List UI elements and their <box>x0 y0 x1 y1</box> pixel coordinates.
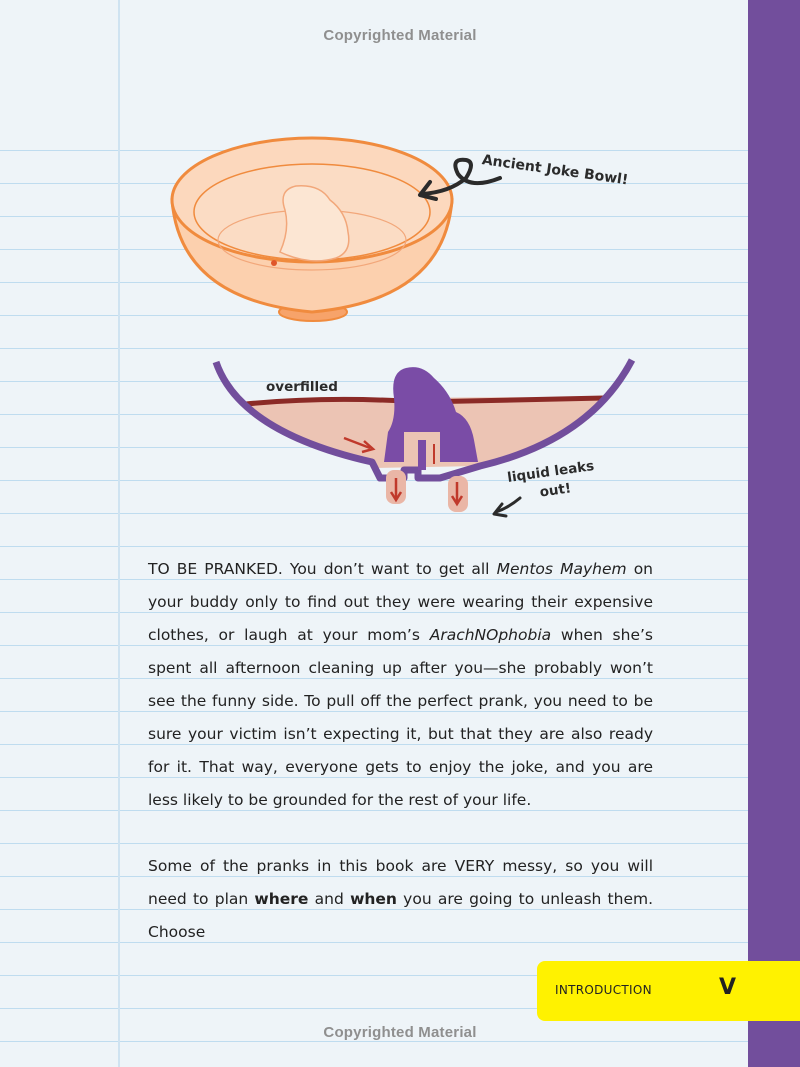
italic-phrase: Mentos Mayhem <box>496 560 627 578</box>
watermark-top: Copyrighted Material <box>323 27 477 44</box>
ancient-bowl-drawing <box>172 138 452 321</box>
bowl-caption: Ancient Joke Bowl! <box>480 152 630 189</box>
text-run: TO BE PRANKED. You don’t want to get all <box>148 560 497 578</box>
text-run: you are going to unleash them. Choose <box>148 890 654 941</box>
label-overfilled: overfilled <box>266 379 338 395</box>
italic-phrase: ArachNOphobia <box>429 626 552 644</box>
bold-phrase: where <box>254 890 309 908</box>
bold-phrase: when <box>350 890 397 908</box>
paragraph-1 <box>148 553 653 817</box>
section-label: INTRODUCTION <box>555 983 652 997</box>
text-run: when she’s spent all afternoon cleaning up after you—she probably won’t see the funny side. To pull off the perfect prank, you need to be sure your victim isn’t expecting it, but that they are also ready for it. That way, everyone gets to enjoy the joke, and you are less likely to be grounded for the rest of your life. <box>148 626 653 809</box>
text-run: and <box>308 890 351 908</box>
paragraph-2 <box>148 850 653 949</box>
text-run: Some of the pranks in this book are VERY messy, so you will need to plan <box>148 857 653 908</box>
watermark-bottom: Copyrighted Material <box>323 1024 477 1041</box>
text-run: on your buddy only to find out they were wearing their expensive clothes, or laugh at your mom’s <box>148 560 654 644</box>
section-footer-tab <box>537 961 800 1021</box>
page-number: V <box>719 975 737 1000</box>
label-liquid-leaks: liquid leaks out! <box>506 457 596 501</box>
